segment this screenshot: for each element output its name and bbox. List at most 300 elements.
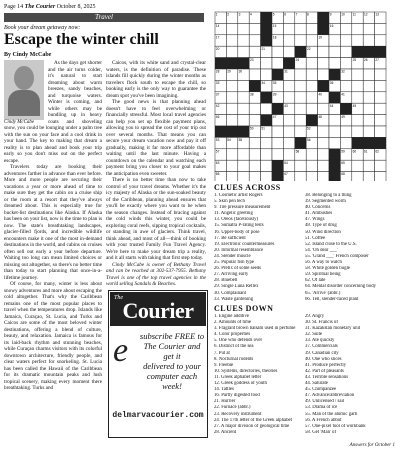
article-headline: Escape the winter chill <box>4 31 159 48</box>
crossword-block <box>226 126 237 137</box>
crossword-block <box>283 58 294 69</box>
promo-line: computer each week! <box>146 371 198 391</box>
crossword-cell <box>318 126 329 137</box>
cell-number: 18 <box>272 35 277 40</box>
crossword-cell <box>238 103 249 114</box>
cell-number: 54 <box>227 138 231 142</box>
clue-item: 66. Tell, slender-faced plant <box>305 296 359 302</box>
promo-line: delivered to your <box>143 361 201 371</box>
clue-item: 56. A way to watch <box>305 260 342 266</box>
clue-item: 62. Of late <box>305 278 326 284</box>
crossword-block <box>272 160 283 171</box>
cell-number: 25 <box>352 58 357 63</box>
crossword-cell <box>283 23 294 34</box>
clues-across-list-2 <box>305 193 395 303</box>
crossword-cell <box>261 103 272 114</box>
cell-number: 20 <box>215 46 220 51</box>
crossword-cell <box>318 160 329 171</box>
page-number: Page 14 <box>4 4 24 10</box>
cell-number: 46 <box>215 115 220 120</box>
cell-number: 44 <box>329 103 334 108</box>
answers-note: Answers for October 1 <box>349 443 395 448</box>
cell-number: 63 <box>215 160 220 165</box>
crossword-cell <box>295 69 306 80</box>
cell-number: 52 <box>307 126 311 131</box>
clue-item: 39. Canadian city <box>305 350 339 356</box>
article-kicker: Book your dream getaway now: <box>4 25 81 31</box>
clue-item: 38. Belonging to a thing <box>305 193 352 198</box>
crossword-block <box>215 58 226 69</box>
crossword-block <box>363 46 374 57</box>
cell-number: 2 <box>227 12 229 17</box>
svg-text:e: e <box>113 332 129 369</box>
clue-item: 55. Man of the atomic garb <box>305 411 358 417</box>
clue-item: 19. Electronic countermeasures <box>214 241 275 247</box>
cell-number: 27 <box>375 58 379 63</box>
cell-number: 33 <box>215 81 220 85</box>
crossword-cell <box>226 46 237 57</box>
crossword-cell <box>375 35 386 46</box>
cell-number: 47 <box>272 115 277 120</box>
crossword-block <box>261 23 272 34</box>
crossword-cell <box>238 160 249 171</box>
cell-number: 65 <box>341 160 345 165</box>
clue-item: 47. Advance/abbreviation <box>305 393 355 399</box>
clue-item: 57. One-pixel tool of workbank <box>305 423 366 429</box>
cell-number: 16 <box>329 24 334 28</box>
clues-across-list <box>214 193 302 303</box>
clue-item: 12. Greek goddess of youth <box>214 381 267 387</box>
clue-item: 39. Segmented worm <box>305 199 346 205</box>
cell-number: 12 <box>364 12 368 17</box>
article-byline: By Cindy McCabe <box>4 52 52 58</box>
crossword-cell <box>340 126 351 137</box>
crossword-cell <box>363 126 374 137</box>
crossword-cell <box>238 92 249 103</box>
clue-item: 28. Ancient <box>214 429 237 435</box>
cell-number: 32 <box>341 69 345 74</box>
crossword-cell <box>306 172 317 181</box>
issue-date: October 8, 2025 <box>56 4 96 10</box>
crossword-block <box>272 103 283 114</box>
crossword-cell <box>226 23 237 34</box>
clue-item: 22. Furnace (abbr.) <box>214 405 251 411</box>
cell-number: 22 <box>307 46 311 51</box>
crossword-cell <box>329 46 340 57</box>
cell-number: 64 <box>284 160 288 165</box>
clue-item: 1. Cosmetic artist Rogers <box>214 193 263 198</box>
crossword-cell <box>375 160 386 171</box>
clue-item: 29. Single Luna Reflex <box>214 284 259 290</box>
cell-number: 6 <box>284 12 286 17</box>
crossword-block <box>238 126 249 137</box>
cell-number: 36 <box>329 81 334 85</box>
cell-number: 7 <box>295 12 298 17</box>
cell-number: 21 <box>261 46 265 51</box>
cell-number: 53 <box>215 138 220 142</box>
promo-line: subscribe FREE to <box>139 331 205 341</box>
crossword-cell <box>375 69 386 80</box>
crossword-cell <box>340 137 351 148</box>
clue-item: 30. St. Francis of <box>305 320 338 326</box>
crossword-cell <box>363 23 374 34</box>
cell-number: 41 <box>341 92 345 97</box>
crossword-cell <box>375 126 386 137</box>
crossword-block <box>340 103 351 114</box>
clue-item: 45. Chimpanzee <box>305 387 337 393</box>
crossword-cell <box>375 92 386 103</box>
paper-name: The Courier <box>24 4 56 10</box>
clue-item: 16. Upper-body of pose <box>214 229 260 235</box>
crossword-block <box>215 126 226 137</box>
clue-item: 23. Recovery instrument <box>214 411 262 417</box>
crossword-block <box>249 80 260 91</box>
crossword-cell <box>352 172 363 181</box>
clue-item: 16. Partly digested food <box>214 393 260 399</box>
clue-item: 3. Fragrant brown balsam used in perfume <box>214 326 296 332</box>
cell-number: 39 <box>272 92 277 97</box>
paragraph: Caicos, with its white sand and crystal-clear waters, is the definition of paradise. These islands fill quickly during the winter months as travelers flock south to escape the chill, so booking early is the only way to guarantee the dream spot you've been imagining. <box>106 60 206 99</box>
clue-item: 33. Waste gardening <box>214 296 254 302</box>
crossword-cell <box>329 115 340 126</box>
crossword-block <box>261 12 272 23</box>
crossword-block <box>329 172 340 181</box>
crossword-cell <box>238 80 249 91</box>
clue-item: 27. Arriving early <box>214 272 249 278</box>
crossword-cell <box>249 69 260 80</box>
cell-number: 17 <box>215 35 220 40</box>
crossword-cell <box>352 80 363 91</box>
crossword-cell <box>318 46 329 57</box>
cell-number: 34 <box>261 81 265 85</box>
promo-line: The Courier and get it <box>143 341 201 361</box>
clue-item: 24. Slender muscle <box>214 253 251 259</box>
cell-number: 30 <box>238 69 243 74</box>
crossword-cell <box>272 137 283 148</box>
crossword-cell <box>283 46 294 57</box>
cell-number: 66 <box>215 172 220 177</box>
crossword-cell <box>318 149 329 160</box>
clues-down-title: CLUES DOWN <box>214 304 274 313</box>
clue-item: 42. Part of pleasants <box>305 368 344 374</box>
clue-item: 56. A French abbot <box>305 417 342 423</box>
cell-number: 67 <box>284 172 288 177</box>
clue-item: 27. A major division of geological time <box>214 423 290 429</box>
ad-promo <box>139 331 205 391</box>
cell-number: 45 <box>352 103 357 108</box>
crossword-cell <box>272 126 283 137</box>
paragraph: The good news is that planning ahead doesn't have to feel overwhelming or financially stressful. Most local travel agencies can help you set up flexible payment plans, allowing you to spread the cost of your trip out over several months. That means you can secure your dream vacation now and pay it off gradually, making it far more affordable than waiting until the last minute. Having a countdown on the calendar and watching each payment bring you closer to your goal makes the anticipation even sweeter. <box>106 99 206 177</box>
cell-number: 28 <box>215 69 220 74</box>
crossword-cell <box>249 103 260 114</box>
crossword-cell <box>249 149 260 160</box>
cell-number: 56 <box>307 138 311 142</box>
clue-item: 47. Wings <box>305 217 325 223</box>
clue-item: 49. Unlicensed / sail <box>305 399 345 405</box>
crossword-cell <box>306 80 317 91</box>
crossword-block <box>329 149 340 160</box>
crossword-cell <box>295 115 306 126</box>
cell-number: 68 <box>341 172 345 177</box>
crossword-cell <box>306 103 317 114</box>
clue-item: 25. Popular fish type <box>214 260 254 266</box>
cell-number: 55 <box>238 138 243 142</box>
crossword-cell <box>283 149 294 160</box>
crossword-cell <box>249 160 260 171</box>
clue-item: 17. Be sufficient <box>214 235 246 241</box>
crossword-grid <box>214 11 396 181</box>
crossword-cell <box>261 149 272 160</box>
crossword-cell <box>295 103 306 114</box>
crossword-cell <box>238 46 249 57</box>
crossword-cell <box>306 69 317 80</box>
cell-number: 1 <box>215 12 218 17</box>
crossword-cell <box>295 80 306 91</box>
crossword-cell <box>249 137 260 148</box>
crossword-cell <box>329 35 340 46</box>
courier-logo <box>110 292 206 326</box>
crossword-cell <box>352 23 363 34</box>
crossword-cell <box>283 80 294 91</box>
crossword-cell <box>306 35 317 46</box>
crossword-cell <box>329 58 340 69</box>
cell-number: 58 <box>295 149 300 154</box>
crossword-cell <box>352 35 363 46</box>
crossword-block <box>375 46 386 57</box>
crossword-block <box>261 92 272 103</box>
clue-item: 1. Engine additive <box>214 314 250 319</box>
logo-brand: Courier <box>122 298 194 323</box>
clue-item: 58. Get 'Man' of <box>305 429 337 435</box>
crossword-cell <box>295 35 306 46</box>
crossword-cell <box>249 115 260 126</box>
crossword-cell <box>261 160 272 171</box>
clue-item: 29. Angry <box>305 314 325 319</box>
crossword-cell <box>283 126 294 137</box>
author-bio: Cindy McCabe is owner of Bethany Travel and can be reached at 302-537-7955. Bethany Travel is one of the top travel agencies in the world selling Sandals & Beaches. <box>106 261 206 287</box>
subscription-ad[interactable] <box>108 290 208 438</box>
crossword-cell <box>363 92 374 103</box>
crossword-cell <box>261 172 272 181</box>
cell-number: 49 <box>341 115 345 120</box>
crossword-cell <box>306 149 317 160</box>
clue-item: 5. One who defends over <box>214 338 263 344</box>
clue-item: 59. Spiritual being <box>305 272 341 278</box>
crossword-cell <box>226 172 237 181</box>
clue-item: 10. Systems, directories, theories <box>214 368 278 374</box>
crossword-cell <box>295 126 306 137</box>
crossword-block <box>318 12 329 23</box>
crossword-cell <box>363 69 374 80</box>
cell-number: 60 <box>352 149 357 154</box>
crossword-cell <box>363 115 374 126</box>
crossword-cell <box>283 35 294 46</box>
crossword-cell <box>318 103 329 114</box>
crossword-cell <box>375 103 386 114</box>
cell-number: 61 <box>364 149 368 154</box>
cell-number: 29 <box>227 69 231 74</box>
crossword-cell <box>306 58 317 69</box>
cell-number: 42 <box>215 103 220 108</box>
crossword-cell <box>340 46 351 57</box>
clue-item: 48. Type of drug <box>305 223 337 229</box>
crossword-block <box>329 92 340 103</box>
crossword-block <box>272 69 283 80</box>
crossword-cell <box>306 160 317 171</box>
clue-item: 40. Concerns <box>305 205 331 211</box>
logo-the: The <box>114 295 123 301</box>
crossword-cell <box>226 149 237 160</box>
crossword-block <box>238 58 249 69</box>
cell-number: 40 <box>318 92 322 97</box>
crossword-cell <box>352 126 363 137</box>
cell-number: 31 <box>284 69 288 74</box>
clue-item: 4. Color properties <box>214 332 251 338</box>
cell-number: 48 <box>318 115 322 120</box>
paragraph: Of course, for many, winter is less about snowy adventures and more about escaping the cold altogether. That's why the Caribbean remains one of the most popular places to travel when the temperatures drop. Islands like Jamaica, Curaçao, St. Lucia, and Turks and Caicos are some of the most beloved winter destinations, offering a blend of culture, beauty, and relaxation. Jamaica is famous for its laid-back rhythm and stunning beaches, while Curaçao charms visitors with its colorful downtown architecture, friendly people, and clear waters perfect for snorkeling. St. Lucia has been called the Hawaii of the Caribbean for its dramatic mountain peaks and lush tropical scenery, making every moment there breathtaking. Turks and <box>4 281 102 391</box>
clue-item: 5. Skin pen tech <box>214 199 245 205</box>
crossword-cell <box>340 80 351 91</box>
clue-item: 43. Terrible sensations <box>305 374 349 380</box>
clue-item: 54. 'Oh dear ___' <box>305 247 338 253</box>
clue-item: 7. Put at <box>214 350 230 356</box>
clues-down-list <box>214 314 302 436</box>
cell-number: 59 <box>341 149 345 154</box>
cell-number: 51 <box>261 126 265 131</box>
crossword-block <box>272 172 283 181</box>
crossword-cell <box>306 92 317 103</box>
ad-url-link[interactable]: delmarvacourier.com <box>112 411 204 420</box>
crossword-cell <box>226 92 237 103</box>
cell-number: 8 <box>307 12 309 17</box>
crossword-cell <box>318 69 329 80</box>
crossword-block <box>261 115 272 126</box>
crossword-cell <box>238 149 249 160</box>
clue-item: 33. Ate quickly <box>305 338 335 344</box>
crossword-block <box>329 160 340 171</box>
cell-number: 62 <box>375 149 379 154</box>
paragraph: As the days get shorter and the air turns colder, it's natural to start dreaming about warm breezes, sandy beaches, and turquoise waters. Winter is coming, and while others may be bundling up in heavy coats and shoveling snow, you could be lounging under a palm tree with the sun on your face and a cool drink in your hand. The key to making that dream a reality is to plan ahead and book your trip early so you don't miss out on the perfect escape. <box>4 60 102 164</box>
clue-item: 6. Distinct of the sea <box>214 344 254 350</box>
clue-item: 28. Bluebell <box>214 278 238 284</box>
clue-item: 51. Coffee <box>305 235 326 241</box>
crossword-block <box>226 58 237 69</box>
clue-item: 11. Greek alphabet letter <box>214 374 262 380</box>
article-column-2 <box>106 60 206 287</box>
cell-number: 9 <box>329 12 332 17</box>
crossword-cell <box>295 172 306 181</box>
crossword-block <box>318 80 329 91</box>
crossword-cell <box>352 160 363 171</box>
cell-number: 26 <box>364 58 368 63</box>
crossword-cell <box>261 69 272 80</box>
clue-item: 40. One who slices <box>305 356 342 362</box>
crossword-cell <box>363 160 374 171</box>
cell-number: 43 <box>284 103 288 108</box>
clue-item: 50. Wind direction <box>305 229 341 235</box>
crossword-cell <box>238 23 249 34</box>
clue-item: 44. Saturate <box>305 381 328 387</box>
cell-number: 23 <box>250 58 254 63</box>
crossword-cell <box>375 115 386 126</box>
clue-item: 41. Ambushes <box>305 211 333 217</box>
cell-number: 10 <box>341 12 345 17</box>
cell-number: 37 <box>215 92 220 97</box>
crossword-cell <box>352 69 363 80</box>
crossword-block <box>352 137 363 148</box>
clue-item: 58. White golden bugle <box>305 266 350 272</box>
crossword-cell <box>261 58 272 69</box>
crossword-block <box>306 115 317 126</box>
crossword-cell <box>226 103 237 114</box>
crossword-cell <box>272 46 283 57</box>
photo-caption: Cindy McCabe <box>4 120 35 125</box>
crossword-cell <box>226 80 237 91</box>
cell-number: 19 <box>318 35 322 40</box>
crossword-cell <box>226 115 237 126</box>
crossword-cell <box>249 172 260 181</box>
crossword-cell <box>375 172 386 181</box>
article-column-1 <box>4 60 102 452</box>
crossword-cell <box>352 115 363 126</box>
clue-item: 31. Kazakstan monetary unit <box>305 326 361 332</box>
cell-number: 57 <box>215 149 220 154</box>
clue-item: 24. The 17th letter of the Greek alphabet <box>214 417 292 423</box>
crossword-cell <box>295 160 306 171</box>
clue-item: 26. Prefix of some seeds <box>214 266 262 272</box>
crossword-block <box>352 46 363 57</box>
clue-item: 52. Island close to the U.S. <box>305 241 357 247</box>
crossword-cell <box>340 58 351 69</box>
paragraph: Travelers today are booking their adventures farther in advance than ever before. More and more people are securing their vacations a year or more ahead of time to make sure they get the cabin on a cruise ship or the room at a resort that they've always dreamed about. This is especially true for bucket-list destinations like Alaska. If Alaska has been on your list, now is the time to plan is now. The state's breathtaking landscapes, glacier-filled fjords, and incredible wildlife encounters make it one of the most in-demand destinations in the world, and cabins on cruises often sell out early a year before departure. Waiting too long can mean limited choices or missing out altogether, so there's no better time than today to start planning that once-in-a-lifetime journey. <box>4 164 102 281</box>
crossword-cell <box>352 92 363 103</box>
crossword-cell <box>306 23 317 34</box>
clue-item: 53. Drama of ice <box>305 405 338 411</box>
clues-across-title: CLUES ACROSS <box>214 183 281 192</box>
clue-item: 65. 'Arrive' (abbr.) <box>305 290 341 296</box>
crossword-cell <box>261 137 272 148</box>
clue-item: 11. Angelic greeting <box>214 211 253 217</box>
crossword-cell <box>238 172 249 181</box>
clue-item: 9. Freebie <box>214 362 234 368</box>
clue-item: 14. Tattles <box>214 387 234 393</box>
paragraph: There is no better time than now to take control of your travel dreams. Whether it's the icy majesty of Alaska or the sun-soaked beauty of the Caribbean, planning ahead ensures that you'll be exactly where you want to be when the season changes. Instead of bracing against the cold winds this winter, you could be exploring coral reefs, sipping tropical cocktails, or standing in awe of glaciers. Think travel, think ahead, and most of all—think of booking with your trusted Family Fun Travel Agency. We're here to make your dream trip a reality, and it all starts with taking that first step today. <box>106 177 206 261</box>
crossword-block <box>329 69 340 80</box>
crossword-cell <box>238 35 249 46</box>
crossword-block <box>295 137 306 148</box>
crossword-cell <box>363 172 374 181</box>
clue-item: 2. Amounts of time <box>214 320 252 326</box>
cell-number: 13 <box>375 12 379 17</box>
crossword-cell <box>226 35 237 46</box>
cell-number: 3 <box>238 12 241 17</box>
author-photo <box>4 60 44 125</box>
crossword-cell <box>340 35 351 46</box>
crossword-cell <box>329 126 340 137</box>
crossword-cell <box>318 172 329 181</box>
section-tag: Travel <box>4 13 204 22</box>
crossword-block <box>363 137 374 148</box>
crossword-cell <box>363 35 374 46</box>
email-e-icon <box>113 331 139 379</box>
crossword-cell <box>226 160 237 171</box>
crossword-cell <box>249 35 260 46</box>
crossword-block <box>295 46 306 57</box>
crossword-cell <box>295 92 306 103</box>
crossword-cell <box>329 137 340 148</box>
clue-item: 55. 'Grand ___' French composer <box>305 253 369 259</box>
cell-number: 15 <box>272 24 277 28</box>
